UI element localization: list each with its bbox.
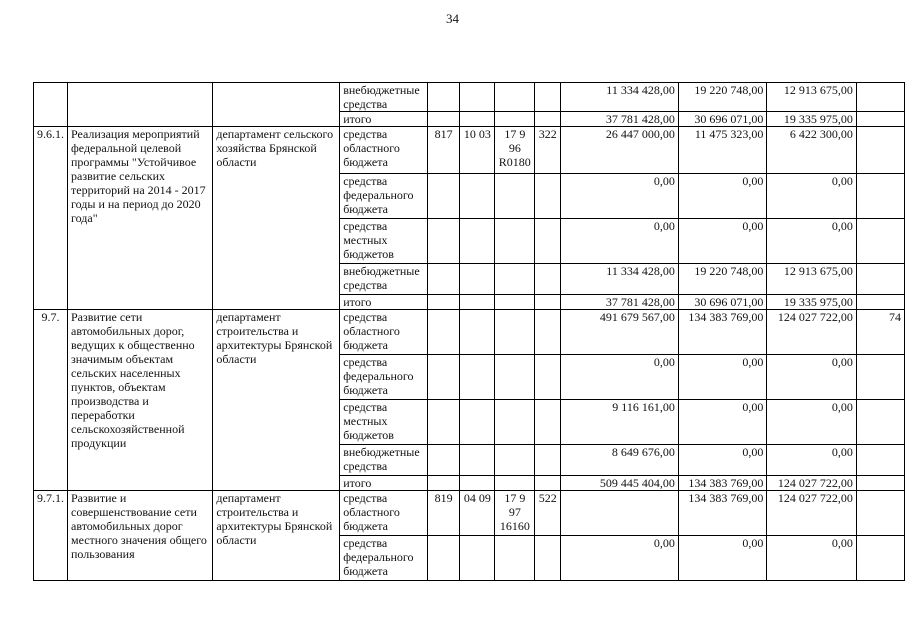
amount-year-2: 30 696 071,00 <box>678 295 767 310</box>
code-section: 04 09 <box>460 491 495 536</box>
funding-source: средства местных бюджетов <box>340 400 428 445</box>
amount-year-1: 0,00 <box>561 536 679 581</box>
amount-year-1: 11 334 428,00 <box>561 264 679 295</box>
amount-year-3: 19 335 975,00 <box>767 295 857 310</box>
code-section <box>460 295 495 310</box>
indicator: 74 <box>856 310 904 355</box>
code-target <box>495 112 535 127</box>
code-ministry: 819 <box>427 491 460 536</box>
funding-source: средства федерального бюджета <box>340 174 428 219</box>
department <box>213 83 340 127</box>
funding-source: средства федерального бюджета <box>340 536 428 581</box>
funding-source: средства областного бюджета <box>340 310 428 355</box>
funding-source: средства местных бюджетов <box>340 219 428 264</box>
code-type <box>535 400 561 445</box>
code-section <box>460 83 495 112</box>
code-type <box>535 83 561 112</box>
amount-year-3: 0,00 <box>767 445 857 476</box>
code-ministry <box>427 310 460 355</box>
amount-year-3: 124 027 722,00 <box>767 310 857 355</box>
code-section <box>460 536 495 581</box>
code-target <box>495 219 535 264</box>
funding-source: средства областного бюджета <box>340 491 428 536</box>
code-type <box>535 310 561 355</box>
item-number: 9.7. <box>34 310 68 491</box>
indicator <box>856 355 904 400</box>
amount-year-1: 491 679 567,00 <box>561 310 679 355</box>
amount-year-3: 0,00 <box>767 174 857 219</box>
item-number: 9.6.1. <box>34 127 68 310</box>
funding-source: средства областного бюджета <box>340 127 428 174</box>
code-ministry <box>427 219 460 264</box>
amount-year-2: 0,00 <box>678 174 767 219</box>
item-name: Развитие сети автомобильных дорог, ведущих к общественно значимым объектам сельских населенных пунктов, объектам производства и переработки сельскохозяйственной продукции <box>68 310 213 491</box>
code-target <box>495 310 535 355</box>
amount-year-3: 12 913 675,00 <box>767 83 857 112</box>
code-section <box>460 264 495 295</box>
indicator <box>856 112 904 127</box>
page-number: 34 <box>446 11 459 26</box>
code-section <box>460 355 495 400</box>
code-ministry <box>427 174 460 219</box>
amount-year-1: 8 649 676,00 <box>561 445 679 476</box>
code-type <box>535 112 561 127</box>
code-section: 10 03 <box>460 127 495 174</box>
table-row <box>34 83 905 112</box>
item-name <box>68 83 213 127</box>
code-ministry <box>427 264 460 295</box>
code-ministry <box>427 536 460 581</box>
code-type <box>535 536 561 581</box>
code-section <box>460 219 495 264</box>
amount-year-2: 19 220 748,00 <box>678 264 767 295</box>
amount-year-1: 0,00 <box>561 219 679 264</box>
code-ministry <box>427 355 460 400</box>
amount-year-1: 0,00 <box>561 174 679 219</box>
indicator <box>856 295 904 310</box>
indicator <box>856 400 904 445</box>
amount-year-2: 11 475 323,00 <box>678 127 767 174</box>
code-ministry <box>427 476 460 491</box>
item-number: 9.7.1. <box>34 491 68 581</box>
code-type: 322 <box>535 127 561 174</box>
amount-year-2: 134 383 769,00 <box>678 491 767 536</box>
indicator <box>856 219 904 264</box>
code-section <box>460 400 495 445</box>
amount-year-1: 26 447 000,00 <box>561 127 679 174</box>
amount-year-2: 134 383 769,00 <box>678 310 767 355</box>
amount-year-2: 0,00 <box>678 445 767 476</box>
code-type <box>535 476 561 491</box>
table-row <box>34 127 905 174</box>
amount-year-1: 509 445 404,00 <box>561 476 679 491</box>
table-row <box>34 310 905 355</box>
code-type <box>535 355 561 400</box>
item-number <box>34 83 68 127</box>
code-target <box>495 476 535 491</box>
amount-year-1: 37 781 428,00 <box>561 295 679 310</box>
budget-table <box>33 82 905 581</box>
code-ministry: 817 <box>427 127 460 174</box>
code-target <box>495 83 535 112</box>
code-target: 17 9 96 R0180 <box>495 127 535 174</box>
funding-source: внебюджетные средства <box>340 264 428 295</box>
code-target <box>495 355 535 400</box>
funding-source: итого <box>340 112 428 127</box>
code-target <box>495 295 535 310</box>
amount-year-1: 0,00 <box>561 355 679 400</box>
code-target: 17 9 97 16160 <box>495 491 535 536</box>
code-ministry <box>427 112 460 127</box>
indicator <box>856 476 904 491</box>
department: департамент строительства и архитектуры Брянской области <box>213 310 340 491</box>
code-target <box>495 445 535 476</box>
amount-year-2: 0,00 <box>678 219 767 264</box>
code-type <box>535 219 561 264</box>
amount-year-3: 19 335 975,00 <box>767 112 857 127</box>
code-section <box>460 174 495 219</box>
amount-year-3: 124 027 722,00 <box>767 491 857 536</box>
amount-year-3: 0,00 <box>767 536 857 581</box>
amount-year-3: 0,00 <box>767 219 857 264</box>
indicator <box>856 491 904 536</box>
code-target <box>495 264 535 295</box>
code-type <box>535 295 561 310</box>
amount-year-1: 9 116 161,00 <box>561 400 679 445</box>
code-section <box>460 310 495 355</box>
amount-year-2: 30 696 071,00 <box>678 112 767 127</box>
code-target <box>495 536 535 581</box>
amount-year-1: 11 334 428,00 <box>561 83 679 112</box>
code-ministry <box>427 83 460 112</box>
code-type <box>535 174 561 219</box>
amount-year-2: 0,00 <box>678 400 767 445</box>
department: департамент сельского хозяйства Брянской области <box>213 127 340 310</box>
code-section <box>460 112 495 127</box>
code-type <box>535 445 561 476</box>
indicator <box>856 127 904 174</box>
funding-source: итого <box>340 476 428 491</box>
department: департамент строительства и архитектуры Брянской области <box>213 491 340 581</box>
code-section <box>460 476 495 491</box>
amount-year-2: 0,00 <box>678 536 767 581</box>
indicator <box>856 445 904 476</box>
amount-year-1 <box>561 491 679 536</box>
table-row <box>34 491 905 536</box>
code-target <box>495 174 535 219</box>
indicator <box>856 536 904 581</box>
code-target <box>495 400 535 445</box>
amount-year-3: 0,00 <box>767 400 857 445</box>
indicator <box>856 174 904 219</box>
amount-year-2: 134 383 769,00 <box>678 476 767 491</box>
amount-year-3: 6 422 300,00 <box>767 127 857 174</box>
item-name: Развитие и совершенствование сети автомобильных дорог местного значения общего пользования <box>68 491 213 581</box>
indicator <box>856 264 904 295</box>
code-section <box>460 445 495 476</box>
amount-year-2: 0,00 <box>678 355 767 400</box>
item-name: Реализация мероприятий федеральной целевой программы "Устойчивое развитие сельских территорий на 2014 - 2017 годы и на период до 2020 года" <box>68 127 213 310</box>
amount-year-3: 124 027 722,00 <box>767 476 857 491</box>
code-ministry <box>427 295 460 310</box>
code-ministry <box>427 400 460 445</box>
amount-year-3: 0,00 <box>767 355 857 400</box>
funding-source: итого <box>340 295 428 310</box>
funding-source: средства федерального бюджета <box>340 355 428 400</box>
funding-source: внебюджетные средства <box>340 445 428 476</box>
code-ministry <box>427 445 460 476</box>
amount-year-3: 12 913 675,00 <box>767 264 857 295</box>
amount-year-1: 37 781 428,00 <box>561 112 679 127</box>
code-type <box>535 264 561 295</box>
indicator <box>856 83 904 112</box>
amount-year-2: 19 220 748,00 <box>678 83 767 112</box>
code-type: 522 <box>535 491 561 536</box>
funding-source: внебюджетные средства <box>340 83 428 112</box>
